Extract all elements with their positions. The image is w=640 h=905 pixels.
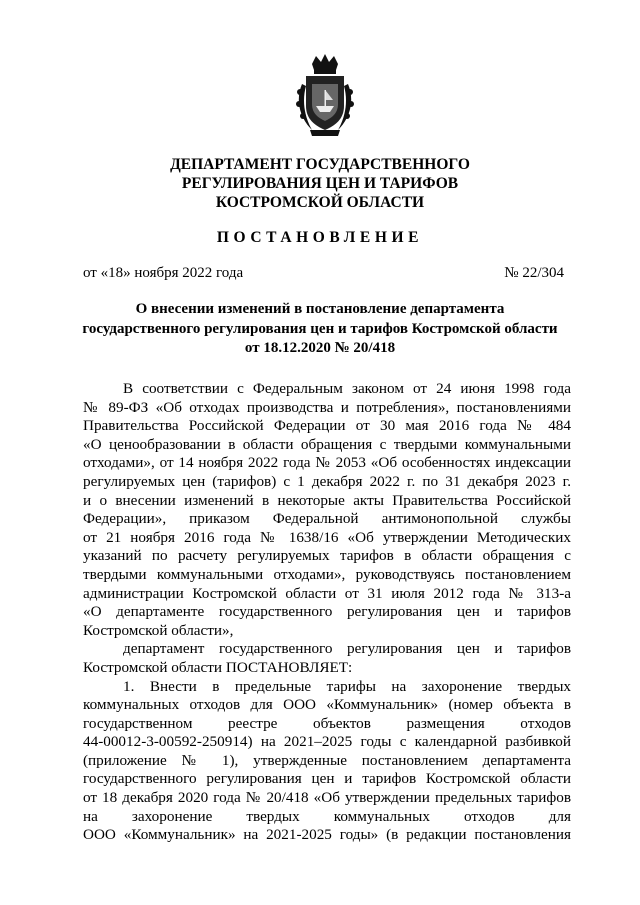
body-line: от 18 декабря 2020 года № 20/418 «Об утверждении предельных тарифов — [83, 789, 571, 807]
subject-line: государственного регулирования цен и тарифов Костромской области — [82, 320, 558, 337]
body-line: 1. Внести в предельные тарифы на захоронение твердых — [123, 677, 571, 695]
department-title — [0, 155, 640, 212]
kostroma-coat-of-arms-icon — [294, 54, 356, 140]
body-line: государственном реестре объектов размещения отходов — [83, 714, 571, 732]
body-line: администрации Костромской области от 31 июля 2012 года № 313-а — [83, 584, 571, 602]
body-line: департамент государственного регулирования цен и тарифов — [123, 640, 571, 658]
body-line: твердыми коммунальными отходами», руководствуясь постановлением — [83, 565, 571, 583]
body-line: «О ценообразовании в области обращения с твердыми коммунальными — [83, 435, 571, 453]
document-date: от «18» ноября 2022 года — [83, 265, 244, 281]
department-line: КОСТРОМСКОЙ ОБЛАСТИ — [215, 194, 425, 211]
body-line: Федерации», приказом Федеральной антимонопольной службы — [83, 510, 571, 528]
body-line: ООО «Коммунальник» на 2021-2025 годы» (в редакции постановления — [83, 826, 571, 844]
document-body — [83, 380, 571, 845]
body-line: от 21 ноября 2016 года № 1638/16 «Об утверждении Методических — [83, 528, 571, 546]
body-line: Правительства Российской Федерации от 30 мая 2016 года № 484 — [83, 417, 571, 435]
body-line: В соответствии с Федеральным законом от 24 июня 1998 года — [123, 380, 571, 397]
department-line: РЕГУЛИРОВАНИЯ ЦЕН И ТАРИФОВ — [181, 175, 459, 192]
document-type: ПОСТАНОВЛЕНИЕ — [216, 229, 424, 246]
department-line: ДЕПАРТАМЕНТ ГОСУДАРСТВЕННОГО — [170, 156, 470, 173]
document-subject — [0, 300, 640, 359]
body-line: указаний по расчету регулируемых тарифов в области обращения с — [83, 547, 571, 565]
body-line: государственного регулирования цен и тарифов Костромской области — [83, 770, 571, 788]
subject-line: от 18.12.2020 № 20/418 — [244, 340, 396, 356]
body-line: Костромской области ПОСТАНОВЛЯЕТ: — [83, 658, 353, 676]
body-line: и о внесении изменений в некоторые акты Правительства Российской — [83, 491, 571, 509]
body-line: Костромской области», — [83, 621, 234, 639]
body-line: на захоронение твердых коммунальных отходов для — [83, 807, 571, 825]
body-line: коммунальных отходов для ООО «Коммунальник» (номер объекта в — [83, 696, 571, 714]
document-number: № 22/304 — [504, 265, 564, 281]
body-line: № 89-ФЗ «Об отходах производства и потребления», постановлениями — [83, 398, 571, 416]
body-line: регулируемых цен (тарифов) с 1 декабря 2022 г. по 31 декабря 2023 г. — [83, 472, 571, 490]
body-line: «О департаменте государственного регулирования цен и тарифов — [83, 603, 571, 621]
subject-line: О внесении изменений в постановление департамента — [135, 301, 505, 317]
body-line: отходами», от 14 ноября 2022 года № 2053 «Об особенностях индексации — [83, 454, 571, 472]
body-line: (приложение № 1), утвержденные постановлением департамента — [83, 751, 571, 769]
body-line: 44-00012-3-00592-250914) на 2021–2025 годы с календарной разбивкой — [83, 733, 571, 751]
